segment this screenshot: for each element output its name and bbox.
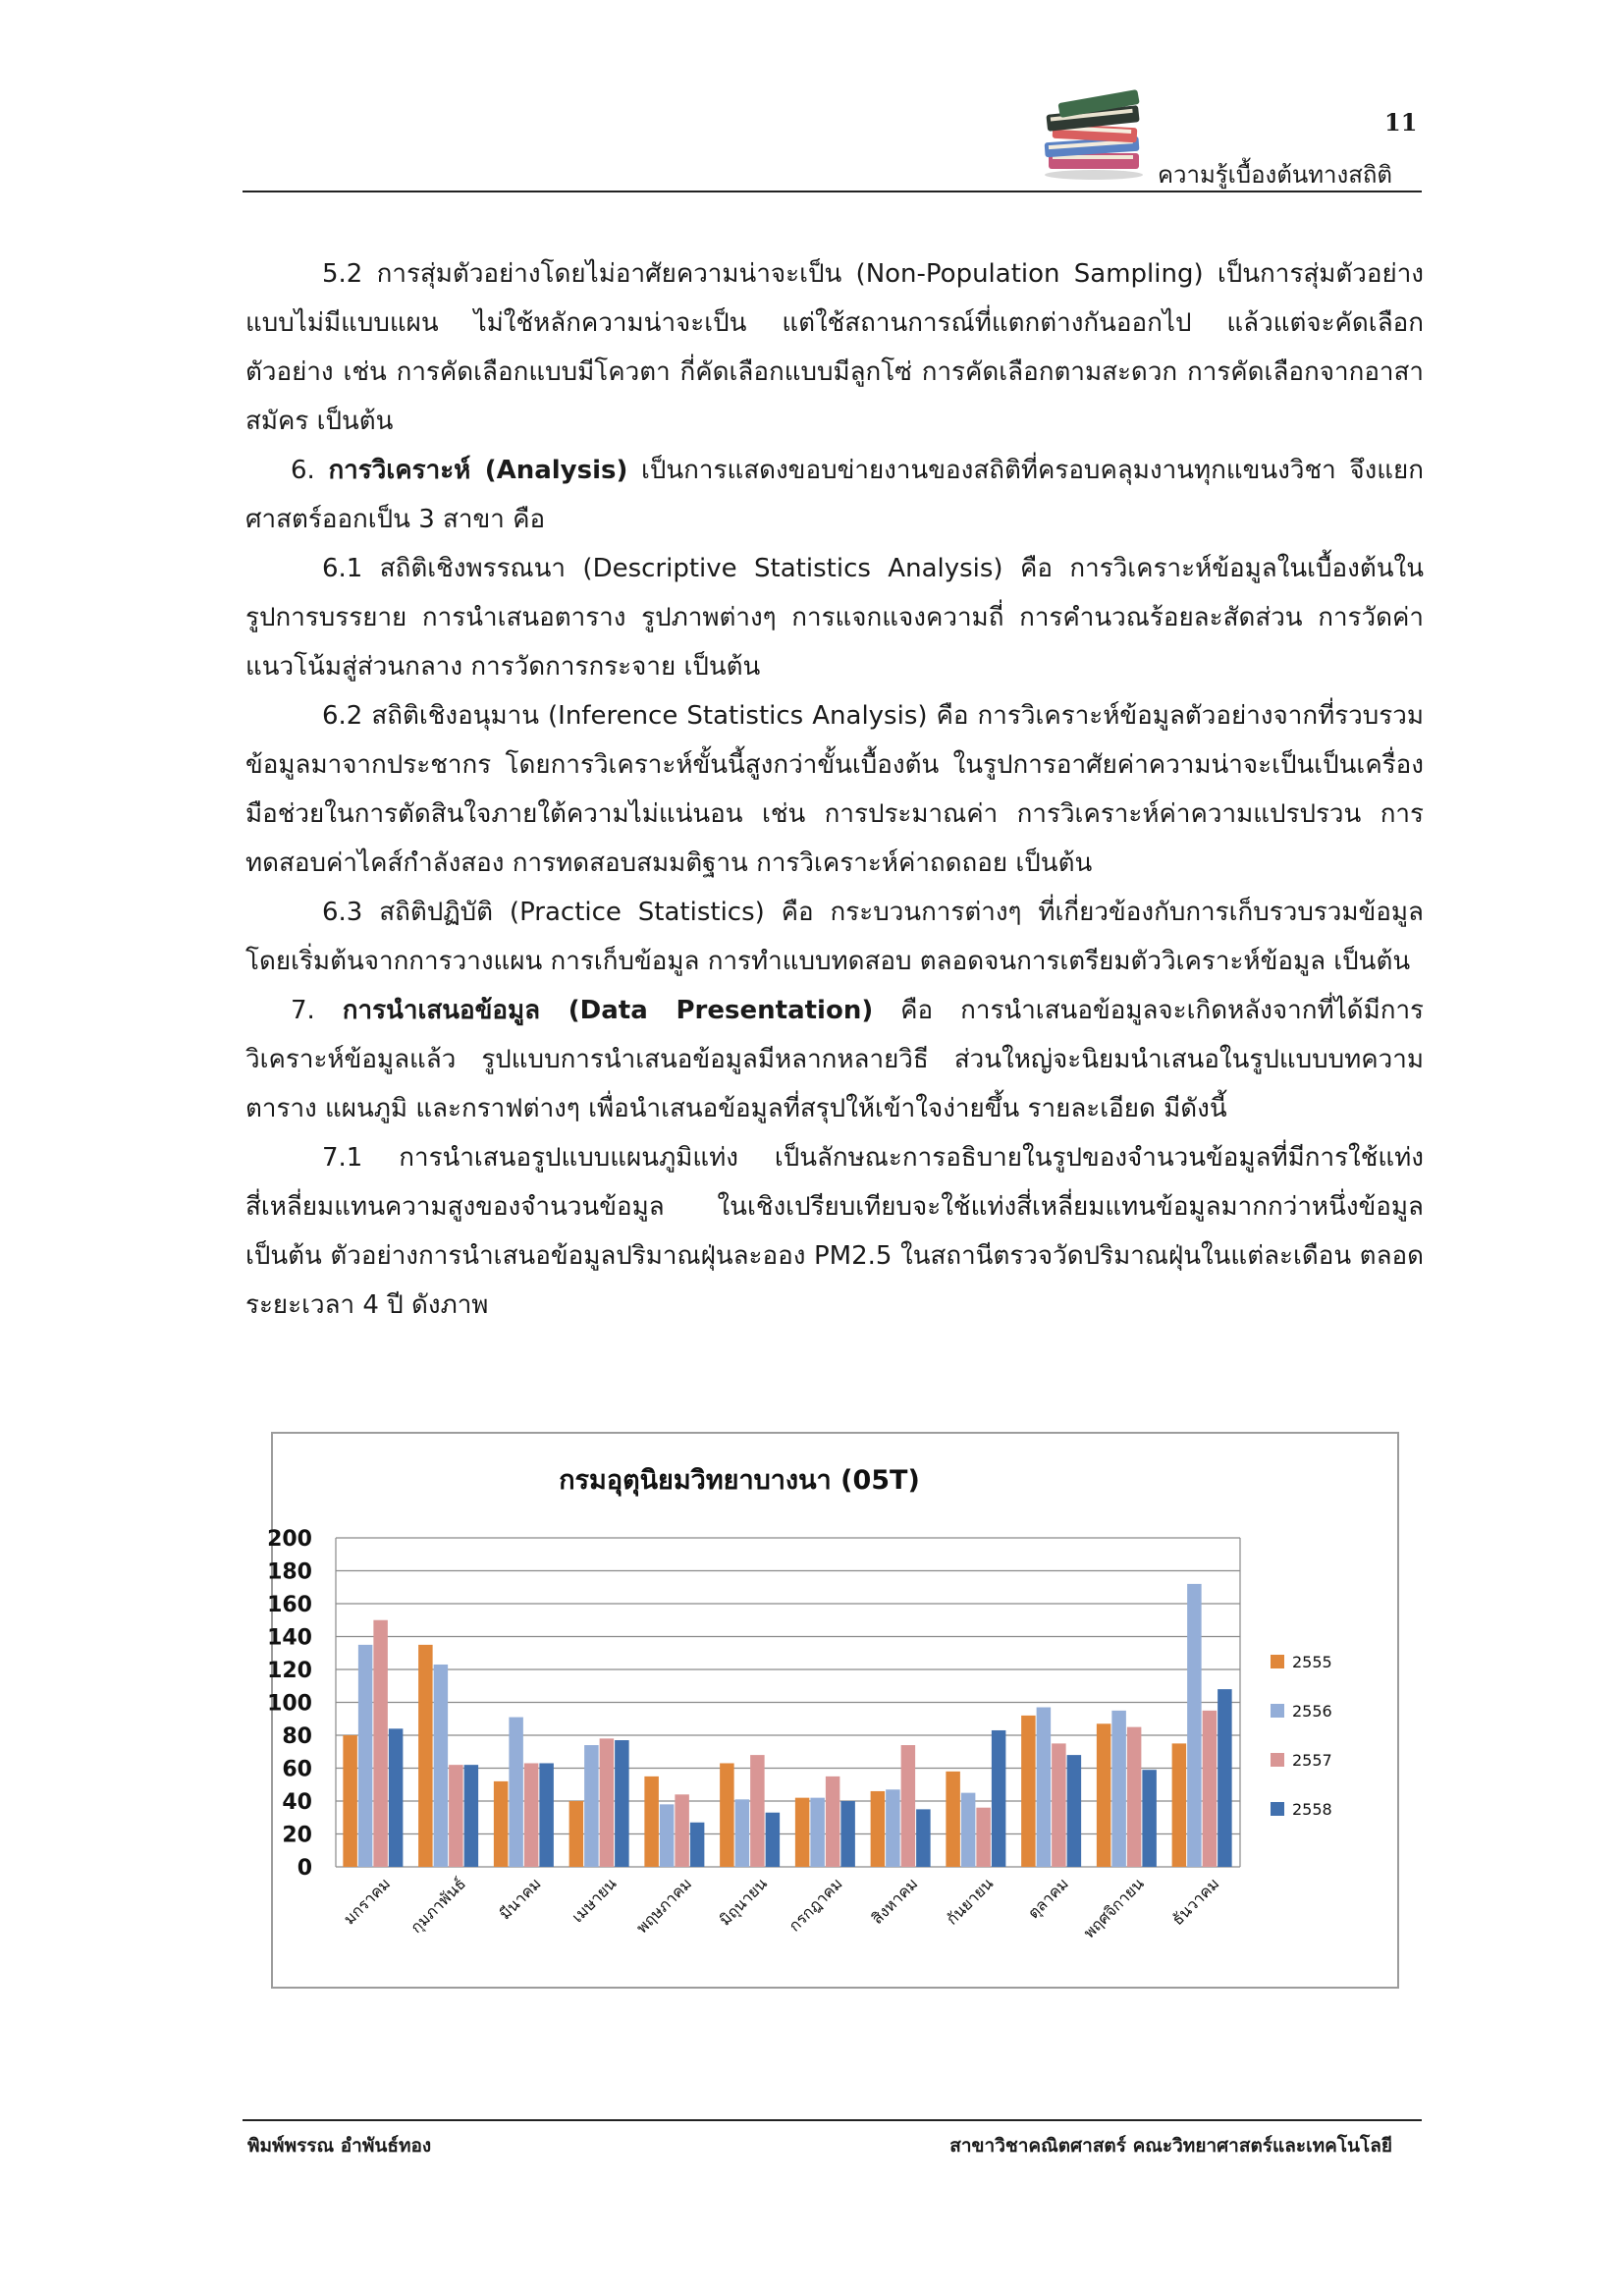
bar: [389, 1728, 404, 1867]
bar: [871, 1791, 886, 1867]
paragraph-7: [245, 986, 1424, 1133]
y-tick-label: 0: [297, 1856, 312, 1881]
legend-swatch: [1271, 1704, 1284, 1718]
legend-label: 2555: [1292, 1653, 1332, 1671]
x-tick-label: มกราคม: [340, 1874, 395, 1929]
bar: [509, 1718, 523, 1867]
section-heading: การนำเสนอข้อมูล (Data Presentation): [342, 996, 874, 1025]
bar: [1187, 1584, 1202, 1867]
bar: [886, 1789, 900, 1867]
y-tick-label: 160: [267, 1593, 312, 1617]
legend-swatch: [1271, 1802, 1284, 1816]
paragraph-6-1: 6.1 สถิติเชิงพรรณนา (Descriptive Statistics Analysis) คือ การวิเคราะห์ข้อมูลในเบื้องต้นในรูปการบรรยาย การนำเสนอตาราง รูปภาพต่างๆ การแจกแจงความถี่ การคำนวณร้อยละสัดส่วน การวัดค่าแนวโน้มสู่ส่วนกลาง การวัดการกระจาย เป็นต้น: [245, 554, 1424, 682]
bar: [810, 1798, 825, 1867]
bar: [1021, 1716, 1036, 1867]
bar: [901, 1745, 916, 1867]
bar: [840, 1801, 855, 1867]
bar: [946, 1772, 960, 1867]
bar: [1052, 1743, 1066, 1867]
x-tick-label: กันยายน: [942, 1874, 998, 1929]
x-tick-label: กรกฎาคม: [785, 1874, 846, 1936]
paragraph-6: [245, 446, 1424, 544]
y-tick-label: 120: [267, 1659, 312, 1683]
bar: [961, 1793, 976, 1867]
chart-canvas: [267, 1434, 1397, 1987]
bar: [373, 1620, 388, 1867]
x-tick-label: มีนาคม: [495, 1874, 545, 1924]
footer-department: สาขาวิชาคณิตศาสตร์ คณะวิทยาศาสตร์และเทคโนโลยี: [949, 2135, 1392, 2157]
x-tick-label: พฤษภาคม: [632, 1874, 696, 1938]
x-tick-label: พฤศจิกายน: [1079, 1874, 1148, 1942]
paragraph-6-3: 6.3 สถิติปฏิบัติ (Practice Statistics) คือ กระบวนการต่างๆ ที่เกี่ยวข้องกับการเก็บรวบรวมข้อมูล โดยเริ่มต้นจากการวางแผน การเก็บข้อมูล การทำแบบทดสอบ ตลอดจนการเตรียมตัววิเคราะห์ข้อมูล เป็นต้น: [245, 898, 1424, 976]
bar: [1037, 1708, 1052, 1867]
y-tick-label: 60: [282, 1757, 312, 1782]
bar: [750, 1755, 765, 1867]
y-tick-label: 80: [282, 1724, 312, 1749]
bar: [1097, 1723, 1111, 1867]
legend-label: 2557: [1292, 1751, 1332, 1770]
header-rule: [243, 191, 1422, 192]
bar: [992, 1730, 1006, 1867]
x-tick-label: มิถุนายน: [715, 1874, 771, 1930]
body-text: [245, 249, 1424, 1330]
section-text: เป็นการแสดงขอบข่ายงานของสถิติที่ครอบคลุมงานทุกแขนงวิชา จึงแยกศาสตร์ออกเป็น 3 สาขา คือ: [245, 456, 1424, 534]
bar: [690, 1823, 705, 1867]
y-tick-label: 40: [282, 1790, 312, 1815]
paragraph-7-1: 7.1 การนำเสนอรูปแบบแผนภูมิแท่ง เป็นลักษณะการอธิบายในรูปของจำนวนข้อมูลที่มีการใช้แท่งสี่เหลี่ยมแทนความสูงของจำนวนข้อมูล ในเชิงเปรียบเทียบจะใช้แท่งสี่เหลี่ยมแทนข้อมูลมากกว่าหนึ่งข้อมูล เป็นต้น ตัวอย่างการนำเสนอข้อมูลปริมาณฝุ่นละออง PM2.5 ในสถานีตรวจวัดปริมาณฝุ่นในแต่ละเดือน ตลอดระยะเวลา 4 ปี ดังภาพ: [245, 1143, 1424, 1320]
legend: [1271, 1653, 1332, 1819]
section-number: 6.: [291, 456, 315, 485]
bar: [735, 1799, 750, 1867]
bar: [644, 1777, 659, 1867]
bar: [434, 1665, 449, 1867]
y-tick-label: 140: [267, 1625, 312, 1651]
legend-swatch: [1271, 1655, 1284, 1668]
bar: [358, 1645, 373, 1867]
page-number: 11: [1384, 108, 1418, 137]
bar: [343, 1735, 357, 1867]
section-number: 7.: [291, 996, 315, 1025]
bar: [524, 1763, 539, 1867]
paragraph-6-2: 6.2 สถิติเชิงอนุมาน (Inference Statistics Analysis) คือ การวิเคราะห์ข้อมูลตัวอย่างจากที่รวบรวมข้อมูลมาจากประชากร โดยการวิเคราะห์ขั้นนี้สูงกว่าขั้นเบื้องต้น ในรูปการอาศัยค่าความน่าจะเป็นเป็นเครื่องมือช่วยในการตัดสินใจภายใต้ความไม่แน่นอน เช่น การประมาณค่า การวิเคราะห์ค่าความแปรปรวน การทดสอบค่าไคส์กำลังสอง การทดสอบสมมติฐาน การวิเคราะห์ค่าถดถอย เป็นต้น: [245, 701, 1424, 878]
y-tick-label: 20: [282, 1823, 312, 1848]
books-stack-icon: [1039, 90, 1149, 181]
bars: [343, 1584, 1231, 1867]
bar: [464, 1765, 479, 1867]
bar: [1067, 1755, 1082, 1867]
x-tick-label: เมษายน: [568, 1874, 621, 1927]
bar-chart: [267, 1432, 1399, 1989]
bar: [1111, 1711, 1126, 1867]
bar: [660, 1804, 675, 1867]
y-axis-ticks: [267, 1527, 312, 1881]
bar: [418, 1645, 433, 1867]
bar: [720, 1763, 734, 1867]
chart-title: กรมอุตุนิยมวิทยาบางนา (05T): [559, 1465, 920, 1496]
bar: [449, 1765, 463, 1867]
bar: [615, 1740, 629, 1867]
footer-author: พิมพ์พรรณ อำพันธ์ทอง: [247, 2135, 432, 2157]
bar: [584, 1745, 599, 1867]
section-heading: การวิเคราะห์ (Analysis): [328, 456, 628, 485]
legend-label: 2556: [1292, 1702, 1332, 1721]
legend-label: 2558: [1292, 1800, 1332, 1819]
paragraph-5-2: 5.2 การสุ่มตัวอย่างโดยไม่อาศัยความน่าจะเป็น (Non-Population Sampling) เป็นการสุ่มตัวอย่างแบบไม่มีแบบแผน ไม่ใช้หลักความน่าจะเป็น แต่ใช้สถานการณ์ที่แตกต่างกันออกไป แล้วแต่จะคัดเลือกตัวอย่าง เช่น การคัดเลือกแบบมีโควตา กี่คัดเลือกแบบมีลูกโซ่ การคัดเลือกตามสะดวก การคัดเลือกจากอาสาสมัคร เป็นต้น: [245, 259, 1424, 436]
bar: [976, 1808, 991, 1867]
y-tick-label: 200: [267, 1527, 312, 1552]
section-text: คือ การนำเสนอข้อมูลจะเกิดหลังจากที่ได้มีการวิเคราะห์ข้อมูลแล้ว รูปแบบการนำเสนอข้อมูลมีหลากหลายวิธี ส่วนใหญ่จะนิยมนำเสนอในรูปแบบบทความ ตาราง แผนภูมิ และกราฟต่างๆ เพื่อนำเสนอข้อมูลที่สรุปให้เข้าใจง่ายขึ้น รายละเอียด มีดังนี้: [245, 996, 1425, 1123]
y-tick-label: 180: [267, 1559, 312, 1585]
bar: [1218, 1689, 1232, 1867]
x-axis-labels: [340, 1874, 1222, 1941]
footer-rule: [243, 2119, 1422, 2121]
x-tick-label: ตุลาคม: [1023, 1874, 1072, 1923]
running-header-title: ความรู้เบื้องต้นทางสถิติ: [1157, 161, 1392, 189]
x-tick-label: ธันวาคม: [1167, 1874, 1223, 1930]
bar: [916, 1809, 931, 1867]
bar: [1172, 1743, 1187, 1867]
x-tick-label: สิงหาคม: [867, 1874, 922, 1929]
bar: [600, 1738, 615, 1867]
y-tick-label: 100: [267, 1691, 312, 1717]
bar: [1203, 1711, 1218, 1867]
bar: [494, 1781, 509, 1867]
bar: [1142, 1770, 1157, 1867]
bar: [826, 1777, 840, 1867]
bar: [539, 1763, 554, 1867]
bar: [675, 1794, 689, 1867]
bar: [795, 1798, 810, 1867]
bar: [766, 1813, 781, 1867]
x-tick-label: กุมภาพันธ์: [406, 1874, 469, 1938]
bar: [1127, 1727, 1142, 1867]
bar: [569, 1801, 584, 1867]
legend-swatch: [1271, 1753, 1284, 1767]
